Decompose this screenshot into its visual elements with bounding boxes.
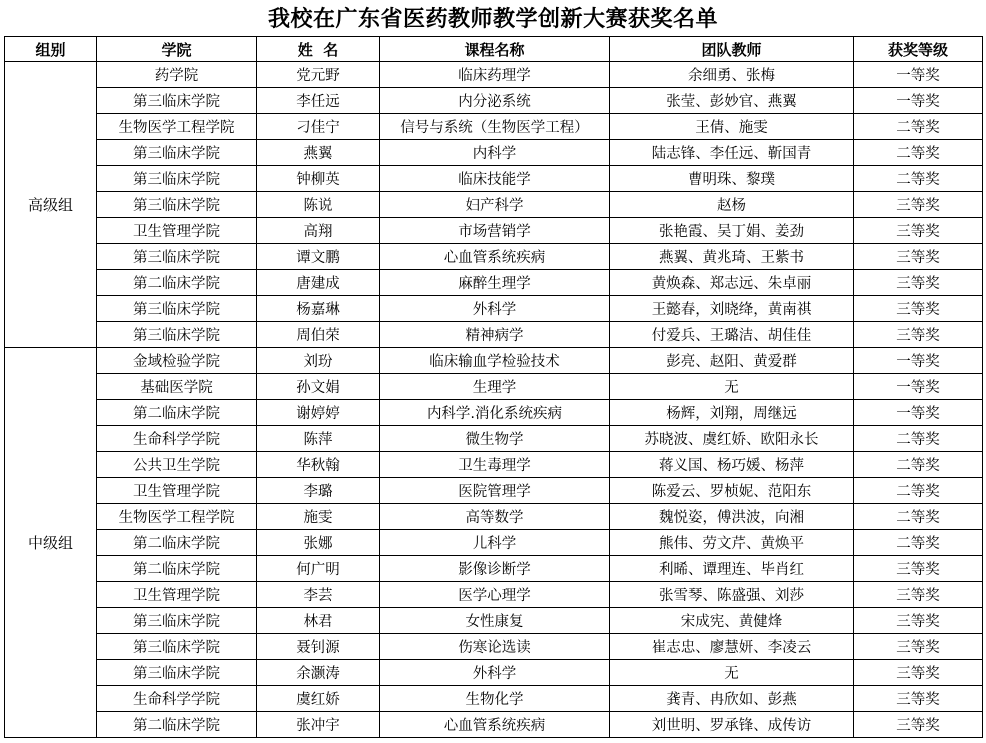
cell-college: 第二临床学院 xyxy=(97,400,257,426)
cell-college: 第三临床学院 xyxy=(97,192,257,218)
cell-name: 杨嘉琳 xyxy=(257,296,380,322)
cell-award: 二等奖 xyxy=(854,114,983,140)
header-team: 团队教师 xyxy=(610,37,854,62)
cell-college: 生命科学学院 xyxy=(97,686,257,712)
cell-college: 第三临床学院 xyxy=(97,660,257,686)
cell-award: 三等奖 xyxy=(854,270,983,296)
cell-team: 陈爱云、罗桢妮、范阳东 xyxy=(610,478,854,504)
cell-team: 王倩、施雯 xyxy=(610,114,854,140)
cell-college: 第二临床学院 xyxy=(97,530,257,556)
cell-team: 燕翼、黄兆琦、王紫书 xyxy=(610,244,854,270)
cell-award: 三等奖 xyxy=(854,686,983,712)
cell-name: 唐建成 xyxy=(257,270,380,296)
cell-name: 谭文鹏 xyxy=(257,244,380,270)
page-title: 我校在广东省医药教师教学创新大赛获奖名单 xyxy=(267,7,718,32)
cell-course: 伤寒论选读 xyxy=(380,634,610,660)
cell-team: 无 xyxy=(610,660,854,686)
table-row xyxy=(5,608,983,634)
cell-award: 二等奖 xyxy=(854,426,983,452)
cell-award: 三等奖 xyxy=(854,608,983,634)
cell-award: 二等奖 xyxy=(854,478,983,504)
cell-name: 李任远 xyxy=(257,88,380,114)
header-group: 组别 xyxy=(5,37,97,62)
cell-course: 外科学 xyxy=(380,296,610,322)
cell-award: 二等奖 xyxy=(854,452,983,478)
cell-award: 一等奖 xyxy=(854,348,983,374)
cell-team: 付爱兵、王璐洁、胡佳佳 xyxy=(610,322,854,348)
cell-award: 二等奖 xyxy=(854,530,983,556)
table-row xyxy=(5,348,983,374)
cell-college: 生物医学工程学院 xyxy=(97,504,257,530)
cell-award: 三等奖 xyxy=(854,244,983,270)
cell-course: 临床输血学检验技术 xyxy=(380,348,610,374)
cell-award: 一等奖 xyxy=(854,88,983,114)
table-row xyxy=(5,530,983,556)
cell-award: 三等奖 xyxy=(854,582,983,608)
cell-college: 生命科学学院 xyxy=(97,426,257,452)
cell-name: 施雯 xyxy=(257,504,380,530)
table-row xyxy=(5,426,983,452)
award-table xyxy=(4,36,983,738)
cell-course: 女性康复 xyxy=(380,608,610,634)
cell-college: 第三临床学院 xyxy=(97,140,257,166)
table-row xyxy=(5,296,983,322)
cell-name: 林君 xyxy=(257,608,380,634)
cell-college: 第三临床学院 xyxy=(97,166,257,192)
table-row xyxy=(5,478,983,504)
cell-team: 刘世明、罗承锋、成传访 xyxy=(610,712,854,738)
cell-name: 李璐 xyxy=(257,478,380,504)
cell-team: 龚青、冉欣如、彭燕 xyxy=(610,686,854,712)
cell-college: 第二临床学院 xyxy=(97,270,257,296)
cell-team: 苏晓波、虞红娇、欧阳永长 xyxy=(610,426,854,452)
cell-award: 三等奖 xyxy=(854,634,983,660)
header-row xyxy=(5,37,983,62)
cell-course: 医院管理学 xyxy=(380,478,610,504)
cell-course: 儿科学 xyxy=(380,530,610,556)
table-row xyxy=(5,140,983,166)
cell-award: 二等奖 xyxy=(854,504,983,530)
cell-college: 生物医学工程学院 xyxy=(97,114,257,140)
cell-award: 三等奖 xyxy=(854,218,983,244)
cell-college: 第三临床学院 xyxy=(97,88,257,114)
cell-team: 宋成宪、黄健烽 xyxy=(610,608,854,634)
cell-college: 第二临床学院 xyxy=(97,556,257,582)
cell-award: 二等奖 xyxy=(854,140,983,166)
table-row xyxy=(5,582,983,608)
header-course: 课程名称 xyxy=(380,37,610,62)
cell-course: 临床药理学 xyxy=(380,62,610,88)
cell-college: 药学院 xyxy=(97,62,257,88)
cell-course: 内分泌系统 xyxy=(380,88,610,114)
table-row xyxy=(5,374,983,400)
cell-team: 崔志忠、廖慧妍、李凌云 xyxy=(610,634,854,660)
cell-award: 三等奖 xyxy=(854,712,983,738)
cell-college: 第三临床学院 xyxy=(97,322,257,348)
cell-name: 周伯荣 xyxy=(257,322,380,348)
table-row xyxy=(5,504,983,530)
cell-name: 张娜 xyxy=(257,530,380,556)
cell-name: 张冲宇 xyxy=(257,712,380,738)
header-college: 学院 xyxy=(97,37,257,62)
cell-team: 熊伟、劳文芹、黄焕平 xyxy=(610,530,854,556)
cell-name: 何广明 xyxy=(257,556,380,582)
cell-name: 陈说 xyxy=(257,192,380,218)
cell-college: 第三临床学院 xyxy=(97,244,257,270)
cell-name: 李芸 xyxy=(257,582,380,608)
table-row xyxy=(5,244,983,270)
cell-course: 信号与系统（生物医学工程） xyxy=(380,114,610,140)
cell-team: 彭亮、赵阳、黄爱群 xyxy=(610,348,854,374)
cell-award: 一等奖 xyxy=(854,62,983,88)
cell-name: 刁佳宁 xyxy=(257,114,380,140)
cell-team: 张莹、彭妙官、燕翼 xyxy=(610,88,854,114)
cell-course: 微生物学 xyxy=(380,426,610,452)
cell-name: 陈萍 xyxy=(257,426,380,452)
cell-team: 王懿春，刘晓绛，黄南祺 xyxy=(610,296,854,322)
cell-name: 虞红娇 xyxy=(257,686,380,712)
cell-team: 赵杨 xyxy=(610,192,854,218)
table-row xyxy=(5,114,983,140)
cell-college: 第三临床学院 xyxy=(97,296,257,322)
group-label: 中级组 xyxy=(5,348,97,738)
cell-team: 陆志锋、李任远、靳国青 xyxy=(610,140,854,166)
cell-course: 心血管系统疾病 xyxy=(380,244,610,270)
cell-course: 内科学.消化系统疾病 xyxy=(380,400,610,426)
cell-course: 影像诊断学 xyxy=(380,556,610,582)
table-row xyxy=(5,166,983,192)
cell-course: 妇产科学 xyxy=(380,192,610,218)
cell-college: 卫生管理学院 xyxy=(97,478,257,504)
cell-team: 余细勇、张梅 xyxy=(610,62,854,88)
cell-name: 华秋翰 xyxy=(257,452,380,478)
table-row xyxy=(5,452,983,478)
group-label: 高级组 xyxy=(5,62,97,348)
table-row xyxy=(5,712,983,738)
cell-course: 心血管系统疾病 xyxy=(380,712,610,738)
cell-name: 孙文娟 xyxy=(257,374,380,400)
cell-award: 三等奖 xyxy=(854,192,983,218)
cell-course: 内科学 xyxy=(380,140,610,166)
table-row xyxy=(5,88,983,114)
cell-name: 钟柳英 xyxy=(257,166,380,192)
cell-team: 张艳霞、吴丁娟、姜劲 xyxy=(610,218,854,244)
cell-award: 三等奖 xyxy=(854,556,983,582)
cell-name: 余灏涛 xyxy=(257,660,380,686)
table-row xyxy=(5,218,983,244)
cell-award: 三等奖 xyxy=(854,660,983,686)
cell-college: 卫生管理学院 xyxy=(97,218,257,244)
table-row xyxy=(5,634,983,660)
cell-award: 二等奖 xyxy=(854,166,983,192)
cell-college: 第三临床学院 xyxy=(97,634,257,660)
cell-team: 蒋义国、杨巧媛、杨萍 xyxy=(610,452,854,478)
cell-team: 张雪琴、陈盛强、刘莎 xyxy=(610,582,854,608)
cell-team: 无 xyxy=(610,374,854,400)
cell-college: 公共卫生学院 xyxy=(97,452,257,478)
table-row xyxy=(5,62,983,88)
cell-team: 杨辉，刘翔，周继远 xyxy=(610,400,854,426)
cell-college: 金域检验学院 xyxy=(97,348,257,374)
table-row xyxy=(5,192,983,218)
cell-course: 医学心理学 xyxy=(380,582,610,608)
cell-college: 第三临床学院 xyxy=(97,608,257,634)
cell-course: 精神病学 xyxy=(380,322,610,348)
cell-award: 三等奖 xyxy=(854,296,983,322)
header-name: 姓 名 xyxy=(257,37,380,62)
cell-course: 生物化学 xyxy=(380,686,610,712)
header-award: 获奖等级 xyxy=(854,37,983,62)
table-row xyxy=(5,270,983,296)
cell-award: 一等奖 xyxy=(854,374,983,400)
cell-name: 谢婷婷 xyxy=(257,400,380,426)
cell-course: 卫生毒理学 xyxy=(380,452,610,478)
cell-team: 魏悦姿，傅洪波，向湘 xyxy=(610,504,854,530)
cell-course: 生理学 xyxy=(380,374,610,400)
cell-award: 三等奖 xyxy=(854,322,983,348)
cell-team: 利晞、谭理连、毕肖红 xyxy=(610,556,854,582)
cell-name: 高翔 xyxy=(257,218,380,244)
cell-course: 临床技能学 xyxy=(380,166,610,192)
cell-name: 刘玢 xyxy=(257,348,380,374)
cell-college: 第二临床学院 xyxy=(97,712,257,738)
cell-name: 聂钊源 xyxy=(257,634,380,660)
table-row xyxy=(5,400,983,426)
cell-name: 党元野 xyxy=(257,62,380,88)
cell-award: 一等奖 xyxy=(854,400,983,426)
table-row xyxy=(5,322,983,348)
cell-team: 黄焕森、郑志远、朱卓丽 xyxy=(610,270,854,296)
cell-name: 燕翼 xyxy=(257,140,380,166)
cell-college: 卫生管理学院 xyxy=(97,582,257,608)
cell-course: 外科学 xyxy=(380,660,610,686)
cell-course: 高等数学 xyxy=(380,504,610,530)
cell-team: 曹明珠、黎璞 xyxy=(610,166,854,192)
cell-course: 麻醉生理学 xyxy=(380,270,610,296)
cell-course: 市场营销学 xyxy=(380,218,610,244)
table-row xyxy=(5,660,983,686)
cell-college: 基础医学院 xyxy=(97,374,257,400)
table-row xyxy=(5,686,983,712)
table-row xyxy=(5,556,983,582)
